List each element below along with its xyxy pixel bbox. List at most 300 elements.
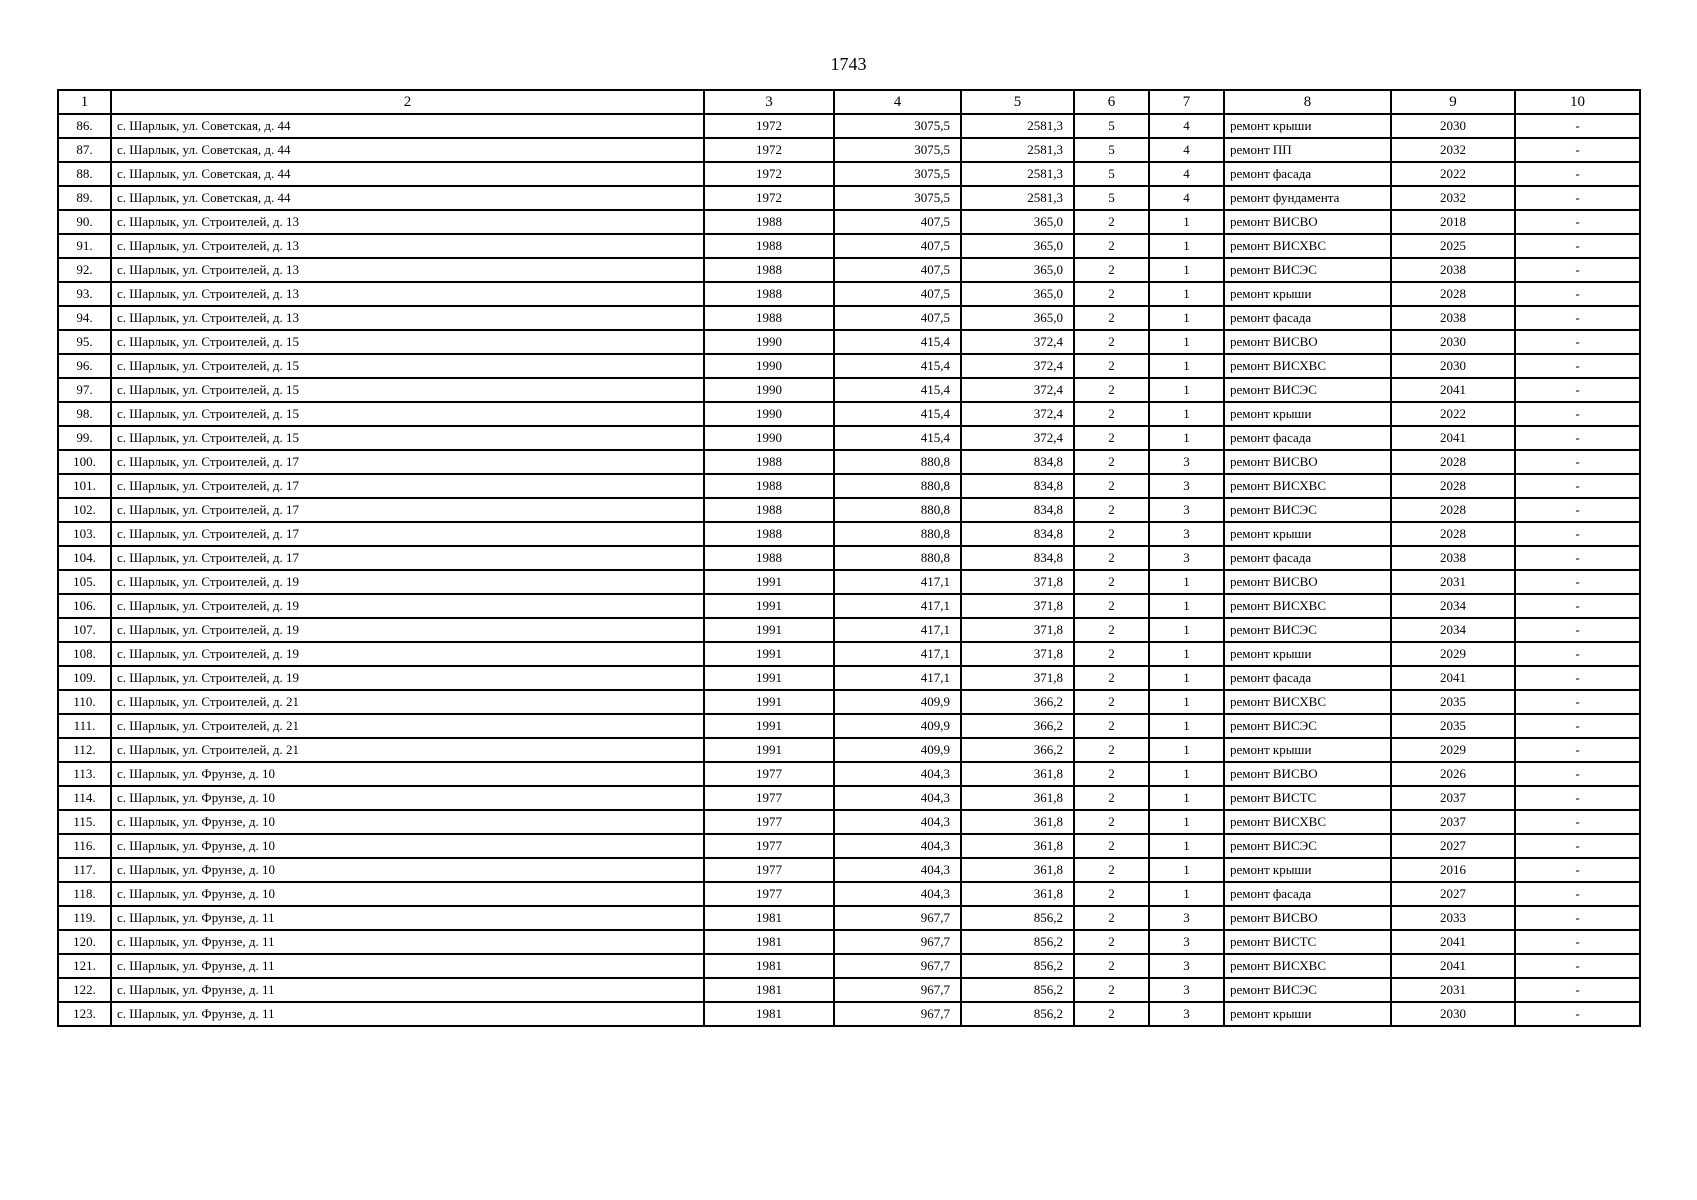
cell-entrances: 3 (1149, 474, 1224, 498)
cell-row-number: 100. (58, 450, 111, 474)
cell-year-built: 1988 (704, 522, 834, 546)
cell-planned-year: 2030 (1391, 354, 1515, 378)
cell-row-number: 87. (58, 138, 111, 162)
cell-planned-year: 2038 (1391, 306, 1515, 330)
cell-note: - (1515, 450, 1640, 474)
cell-note: - (1515, 762, 1640, 786)
cell-planned-year: 2028 (1391, 522, 1515, 546)
cell-floors: 2 (1074, 618, 1149, 642)
cell-year-built: 1988 (704, 210, 834, 234)
cell-year-built: 1981 (704, 954, 834, 978)
column-header: 4 (834, 90, 961, 114)
table-row (58, 306, 1640, 330)
cell-entrances: 1 (1149, 402, 1224, 426)
cell-planned-year: 2038 (1391, 258, 1515, 282)
cell-address: с. Шарлык, ул. Строителей, д. 19 (111, 666, 704, 690)
cell-floors: 2 (1074, 522, 1149, 546)
cell-floors: 2 (1074, 498, 1149, 522)
table-row (58, 762, 1640, 786)
cell-living-area: 361,8 (961, 786, 1074, 810)
cell-address: с. Шарлык, ул. Строителей, д. 13 (111, 210, 704, 234)
cell-entrances: 3 (1149, 522, 1224, 546)
cell-address: с. Шарлык, ул. Фрунзе, д. 10 (111, 858, 704, 882)
cell-total-area: 404,3 (834, 786, 961, 810)
table-row (58, 978, 1640, 1002)
cell-address: с. Шарлык, ул. Строителей, д. 13 (111, 306, 704, 330)
cell-work-type: ремонт фасада (1224, 426, 1391, 450)
cell-floors: 5 (1074, 114, 1149, 138)
cell-address: с. Шарлык, ул. Советская, д. 44 (111, 162, 704, 186)
table-row (58, 354, 1640, 378)
cell-entrances: 1 (1149, 642, 1224, 666)
cell-entrances: 3 (1149, 450, 1224, 474)
cell-entrances: 3 (1149, 906, 1224, 930)
table-row (58, 786, 1640, 810)
cell-address: с. Шарлык, ул. Фрунзе, д. 10 (111, 810, 704, 834)
cell-note: - (1515, 930, 1640, 954)
cell-planned-year: 2030 (1391, 1002, 1515, 1026)
table-row (58, 954, 1640, 978)
cell-entrances: 1 (1149, 810, 1224, 834)
cell-year-built: 1981 (704, 906, 834, 930)
cell-entrances: 1 (1149, 738, 1224, 762)
cell-living-area: 856,2 (961, 954, 1074, 978)
cell-entrances: 4 (1149, 162, 1224, 186)
cell-work-type: ремонт ВИСВО (1224, 450, 1391, 474)
cell-total-area: 967,7 (834, 954, 961, 978)
cell-row-number: 92. (58, 258, 111, 282)
cell-living-area: 365,0 (961, 210, 1074, 234)
cell-note: - (1515, 786, 1640, 810)
cell-floors: 2 (1074, 834, 1149, 858)
table-row (58, 906, 1640, 930)
cell-total-area: 409,9 (834, 738, 961, 762)
cell-note: - (1515, 618, 1640, 642)
table-row (58, 642, 1640, 666)
cell-note: - (1515, 354, 1640, 378)
cell-year-built: 1972 (704, 186, 834, 210)
cell-entrances: 3 (1149, 498, 1224, 522)
cell-row-number: 103. (58, 522, 111, 546)
cell-note: - (1515, 474, 1640, 498)
table-row (58, 1002, 1640, 1026)
cell-total-area: 880,8 (834, 546, 961, 570)
cell-planned-year: 2028 (1391, 450, 1515, 474)
cell-living-area: 361,8 (961, 858, 1074, 882)
cell-year-built: 1990 (704, 378, 834, 402)
cell-living-area: 2581,3 (961, 138, 1074, 162)
cell-year-built: 1990 (704, 354, 834, 378)
table-row (58, 714, 1640, 738)
cell-floors: 2 (1074, 642, 1149, 666)
cell-row-number: 114. (58, 786, 111, 810)
cell-entrances: 1 (1149, 834, 1224, 858)
cell-living-area: 366,2 (961, 714, 1074, 738)
cell-address: с. Шарлык, ул. Фрунзе, д. 11 (111, 954, 704, 978)
cell-row-number: 121. (58, 954, 111, 978)
cell-total-area: 880,8 (834, 474, 961, 498)
table-row (58, 498, 1640, 522)
cell-address: с. Шарлык, ул. Фрунзе, д. 11 (111, 1002, 704, 1026)
table-row (58, 522, 1640, 546)
cell-address: с. Шарлык, ул. Строителей, д. 17 (111, 546, 704, 570)
cell-work-type: ремонт ПП (1224, 138, 1391, 162)
table-row (58, 474, 1640, 498)
cell-note: - (1515, 282, 1640, 306)
cell-total-area: 417,1 (834, 594, 961, 618)
cell-address: с. Шарлык, ул. Советская, д. 44 (111, 114, 704, 138)
cell-note: - (1515, 258, 1640, 282)
cell-total-area: 415,4 (834, 402, 961, 426)
cell-planned-year: 2026 (1391, 762, 1515, 786)
cell-note: - (1515, 186, 1640, 210)
cell-row-number: 88. (58, 162, 111, 186)
cell-entrances: 1 (1149, 570, 1224, 594)
cell-work-type: ремонт ВИСЭС (1224, 258, 1391, 282)
cell-floors: 2 (1074, 306, 1149, 330)
cell-note: - (1515, 546, 1640, 570)
cell-planned-year: 2035 (1391, 690, 1515, 714)
cell-floors: 2 (1074, 594, 1149, 618)
cell-year-built: 1972 (704, 138, 834, 162)
cell-total-area: 407,5 (834, 234, 961, 258)
cell-work-type: ремонт крыши (1224, 282, 1391, 306)
cell-floors: 2 (1074, 762, 1149, 786)
column-header: 7 (1149, 90, 1224, 114)
cell-row-number: 106. (58, 594, 111, 618)
cell-floors: 2 (1074, 858, 1149, 882)
cell-row-number: 112. (58, 738, 111, 762)
cell-row-number: 96. (58, 354, 111, 378)
cell-address: с. Шарлык, ул. Строителей, д. 19 (111, 618, 704, 642)
table-row (58, 666, 1640, 690)
cell-planned-year: 2030 (1391, 330, 1515, 354)
cell-entrances: 1 (1149, 882, 1224, 906)
cell-entrances: 1 (1149, 258, 1224, 282)
cell-floors: 2 (1074, 258, 1149, 282)
cell-note: - (1515, 234, 1640, 258)
cell-living-area: 834,8 (961, 474, 1074, 498)
cell-work-type: ремонт фасада (1224, 666, 1391, 690)
table-row (58, 378, 1640, 402)
cell-floors: 2 (1074, 738, 1149, 762)
cell-note: - (1515, 594, 1640, 618)
cell-work-type: ремонт крыши (1224, 858, 1391, 882)
cell-work-type: ремонт фасада (1224, 546, 1391, 570)
cell-work-type: ремонт ВИСЭС (1224, 978, 1391, 1002)
table-row (58, 834, 1640, 858)
cell-entrances: 1 (1149, 306, 1224, 330)
cell-entrances: 1 (1149, 330, 1224, 354)
cell-planned-year: 2031 (1391, 570, 1515, 594)
cell-floors: 2 (1074, 378, 1149, 402)
cell-year-built: 1981 (704, 930, 834, 954)
cell-note: - (1515, 330, 1640, 354)
cell-work-type: ремонт ВИСХВС (1224, 594, 1391, 618)
cell-planned-year: 2025 (1391, 234, 1515, 258)
cell-floors: 2 (1074, 354, 1149, 378)
cell-year-built: 1972 (704, 114, 834, 138)
cell-living-area: 856,2 (961, 930, 1074, 954)
column-number-row (58, 90, 1640, 114)
table-row (58, 330, 1640, 354)
cell-row-number: 118. (58, 882, 111, 906)
table-row (58, 258, 1640, 282)
cell-floors: 2 (1074, 954, 1149, 978)
cell-living-area: 834,8 (961, 546, 1074, 570)
cell-note: - (1515, 114, 1640, 138)
cell-total-area: 3075,5 (834, 186, 961, 210)
table-row (58, 882, 1640, 906)
cell-living-area: 834,8 (961, 498, 1074, 522)
cell-year-built: 1988 (704, 450, 834, 474)
cell-year-built: 1991 (704, 594, 834, 618)
cell-work-type: ремонт ВИСХВС (1224, 810, 1391, 834)
cell-work-type: ремонт ВИСТС (1224, 930, 1391, 954)
cell-year-built: 1991 (704, 642, 834, 666)
cell-note: - (1515, 138, 1640, 162)
table-row (58, 426, 1640, 450)
cell-entrances: 1 (1149, 786, 1224, 810)
cell-address: с. Шарлык, ул. Фрунзе, д. 11 (111, 906, 704, 930)
cell-row-number: 94. (58, 306, 111, 330)
cell-living-area: 372,4 (961, 426, 1074, 450)
cell-work-type: ремонт ВИСХВС (1224, 234, 1391, 258)
cell-entrances: 3 (1149, 978, 1224, 1002)
cell-floors: 2 (1074, 690, 1149, 714)
cell-work-type: ремонт ВИСЭС (1224, 834, 1391, 858)
cell-row-number: 91. (58, 234, 111, 258)
cell-address: с. Шарлык, ул. Советская, д. 44 (111, 186, 704, 210)
cell-planned-year: 2034 (1391, 618, 1515, 642)
cell-total-area: 967,7 (834, 930, 961, 954)
cell-row-number: 99. (58, 426, 111, 450)
cell-note: - (1515, 522, 1640, 546)
cell-row-number: 113. (58, 762, 111, 786)
cell-work-type: ремонт ВИСХВС (1224, 690, 1391, 714)
table-body (58, 114, 1640, 1026)
cell-row-number: 116. (58, 834, 111, 858)
cell-total-area: 967,7 (834, 1002, 961, 1026)
cell-year-built: 1988 (704, 258, 834, 282)
cell-planned-year: 2038 (1391, 546, 1515, 570)
cell-total-area: 407,5 (834, 306, 961, 330)
cell-year-built: 1988 (704, 282, 834, 306)
cell-year-built: 1977 (704, 834, 834, 858)
cell-row-number: 120. (58, 930, 111, 954)
cell-planned-year: 2030 (1391, 114, 1515, 138)
cell-total-area: 967,7 (834, 906, 961, 930)
cell-year-built: 1981 (704, 978, 834, 1002)
cell-entrances: 4 (1149, 138, 1224, 162)
column-header: 5 (961, 90, 1074, 114)
cell-row-number: 110. (58, 690, 111, 714)
cell-year-built: 1988 (704, 498, 834, 522)
cell-planned-year: 2027 (1391, 882, 1515, 906)
cell-total-area: 415,4 (834, 426, 961, 450)
cell-row-number: 119. (58, 906, 111, 930)
cell-living-area: 2581,3 (961, 114, 1074, 138)
column-header: 2 (111, 90, 704, 114)
cell-floors: 2 (1074, 570, 1149, 594)
cell-entrances: 1 (1149, 762, 1224, 786)
cell-total-area: 417,1 (834, 666, 961, 690)
cell-entrances: 1 (1149, 714, 1224, 738)
table-row (58, 186, 1640, 210)
cell-floors: 2 (1074, 474, 1149, 498)
cell-floors: 2 (1074, 234, 1149, 258)
cell-year-built: 1988 (704, 234, 834, 258)
cell-work-type: ремонт фасада (1224, 882, 1391, 906)
cell-living-area: 856,2 (961, 1002, 1074, 1026)
cell-total-area: 880,8 (834, 450, 961, 474)
cell-floors: 2 (1074, 786, 1149, 810)
cell-work-type: ремонт ВИСЭС (1224, 714, 1391, 738)
cell-planned-year: 2041 (1391, 378, 1515, 402)
cell-address: с. Шарлык, ул. Строителей, д. 19 (111, 642, 704, 666)
cell-entrances: 4 (1149, 186, 1224, 210)
cell-row-number: 122. (58, 978, 111, 1002)
cell-work-type: ремонт фасада (1224, 306, 1391, 330)
cell-living-area: 361,8 (961, 810, 1074, 834)
column-header: 8 (1224, 90, 1391, 114)
cell-planned-year: 2028 (1391, 282, 1515, 306)
cell-note: - (1515, 738, 1640, 762)
cell-note: - (1515, 834, 1640, 858)
cell-year-built: 1991 (704, 570, 834, 594)
cell-address: с. Шарлык, ул. Строителей, д. 21 (111, 714, 704, 738)
cell-row-number: 98. (58, 402, 111, 426)
cell-note: - (1515, 810, 1640, 834)
cell-work-type: ремонт ВИСВО (1224, 906, 1391, 930)
cell-row-number: 105. (58, 570, 111, 594)
cell-entrances: 3 (1149, 1002, 1224, 1026)
cell-floors: 2 (1074, 714, 1149, 738)
column-header: 10 (1515, 90, 1640, 114)
cell-row-number: 108. (58, 642, 111, 666)
cell-year-built: 1972 (704, 162, 834, 186)
cell-living-area: 371,8 (961, 594, 1074, 618)
cell-floors: 5 (1074, 186, 1149, 210)
cell-work-type: ремонт крыши (1224, 738, 1391, 762)
cell-planned-year: 2029 (1391, 738, 1515, 762)
table-row (58, 138, 1640, 162)
table-row (58, 738, 1640, 762)
cell-entrances: 1 (1149, 378, 1224, 402)
cell-entrances: 3 (1149, 546, 1224, 570)
cell-row-number: 102. (58, 498, 111, 522)
cell-address: с. Шарлык, ул. Фрунзе, д. 10 (111, 882, 704, 906)
cell-floors: 2 (1074, 978, 1149, 1002)
cell-address: с. Шарлык, ул. Фрунзе, д. 11 (111, 930, 704, 954)
cell-address: с. Шарлык, ул. Строителей, д. 21 (111, 738, 704, 762)
cell-planned-year: 2035 (1391, 714, 1515, 738)
cell-entrances: 1 (1149, 234, 1224, 258)
cell-total-area: 404,3 (834, 834, 961, 858)
cell-floors: 2 (1074, 810, 1149, 834)
cell-work-type: ремонт ВИСХВС (1224, 354, 1391, 378)
cell-planned-year: 2028 (1391, 474, 1515, 498)
cell-note: - (1515, 690, 1640, 714)
cell-note: - (1515, 162, 1640, 186)
cell-note: - (1515, 426, 1640, 450)
cell-address: с. Шарлык, ул. Фрунзе, д. 11 (111, 978, 704, 1002)
cell-living-area: 372,4 (961, 402, 1074, 426)
cell-note: - (1515, 978, 1640, 1002)
cell-total-area: 407,5 (834, 282, 961, 306)
cell-planned-year: 2034 (1391, 594, 1515, 618)
cell-total-area: 3075,5 (834, 162, 961, 186)
cell-address: с. Шарлык, ул. Строителей, д. 19 (111, 570, 704, 594)
cell-planned-year: 2032 (1391, 138, 1515, 162)
cell-note: - (1515, 1002, 1640, 1026)
cell-floors: 2 (1074, 906, 1149, 930)
cell-living-area: 365,0 (961, 282, 1074, 306)
cell-work-type: ремонт ВИСЭС (1224, 378, 1391, 402)
cell-total-area: 417,1 (834, 642, 961, 666)
cell-planned-year: 2032 (1391, 186, 1515, 210)
cell-address: с. Шарлык, ул. Фрунзе, д. 10 (111, 786, 704, 810)
cell-year-built: 1977 (704, 786, 834, 810)
cell-work-type: ремонт крыши (1224, 114, 1391, 138)
cell-total-area: 407,5 (834, 258, 961, 282)
cell-year-built: 1991 (704, 690, 834, 714)
cell-total-area: 3075,5 (834, 138, 961, 162)
table-row (58, 234, 1640, 258)
cell-address: с. Шарлык, ул. Строителей, д. 15 (111, 402, 704, 426)
cell-note: - (1515, 378, 1640, 402)
cell-work-type: ремонт крыши (1224, 402, 1391, 426)
cell-living-area: 365,0 (961, 258, 1074, 282)
cell-living-area: 2581,3 (961, 186, 1074, 210)
repair-schedule-table (57, 89, 1641, 1027)
table-row (58, 594, 1640, 618)
cell-floors: 2 (1074, 402, 1149, 426)
cell-note: - (1515, 570, 1640, 594)
cell-entrances: 1 (1149, 282, 1224, 306)
cell-living-area: 856,2 (961, 978, 1074, 1002)
cell-living-area: 372,4 (961, 330, 1074, 354)
cell-entrances: 3 (1149, 930, 1224, 954)
cell-note: - (1515, 642, 1640, 666)
column-header: 1 (58, 90, 111, 114)
cell-address: с. Шарлык, ул. Строителей, д. 15 (111, 330, 704, 354)
cell-year-built: 1977 (704, 810, 834, 834)
cell-address: с. Шарлык, ул. Фрунзе, д. 10 (111, 834, 704, 858)
cell-year-built: 1988 (704, 474, 834, 498)
cell-total-area: 417,1 (834, 618, 961, 642)
cell-total-area: 967,7 (834, 978, 961, 1002)
cell-work-type: ремонт ВИСВО (1224, 210, 1391, 234)
cell-planned-year: 2022 (1391, 162, 1515, 186)
cell-work-type: ремонт ВИСВО (1224, 330, 1391, 354)
cell-address: с. Шарлык, ул. Строителей, д. 15 (111, 378, 704, 402)
cell-entrances: 3 (1149, 954, 1224, 978)
cell-floors: 2 (1074, 930, 1149, 954)
cell-living-area: 365,0 (961, 306, 1074, 330)
cell-living-area: 371,8 (961, 642, 1074, 666)
cell-note: - (1515, 882, 1640, 906)
cell-entrances: 1 (1149, 858, 1224, 882)
cell-floors: 2 (1074, 282, 1149, 306)
cell-floors: 5 (1074, 138, 1149, 162)
cell-total-area: 880,8 (834, 522, 961, 546)
table-row (58, 858, 1640, 882)
cell-address: с. Шарлык, ул. Строителей, д. 15 (111, 354, 704, 378)
cell-year-built: 1977 (704, 882, 834, 906)
cell-planned-year: 2018 (1391, 210, 1515, 234)
cell-year-built: 1988 (704, 546, 834, 570)
